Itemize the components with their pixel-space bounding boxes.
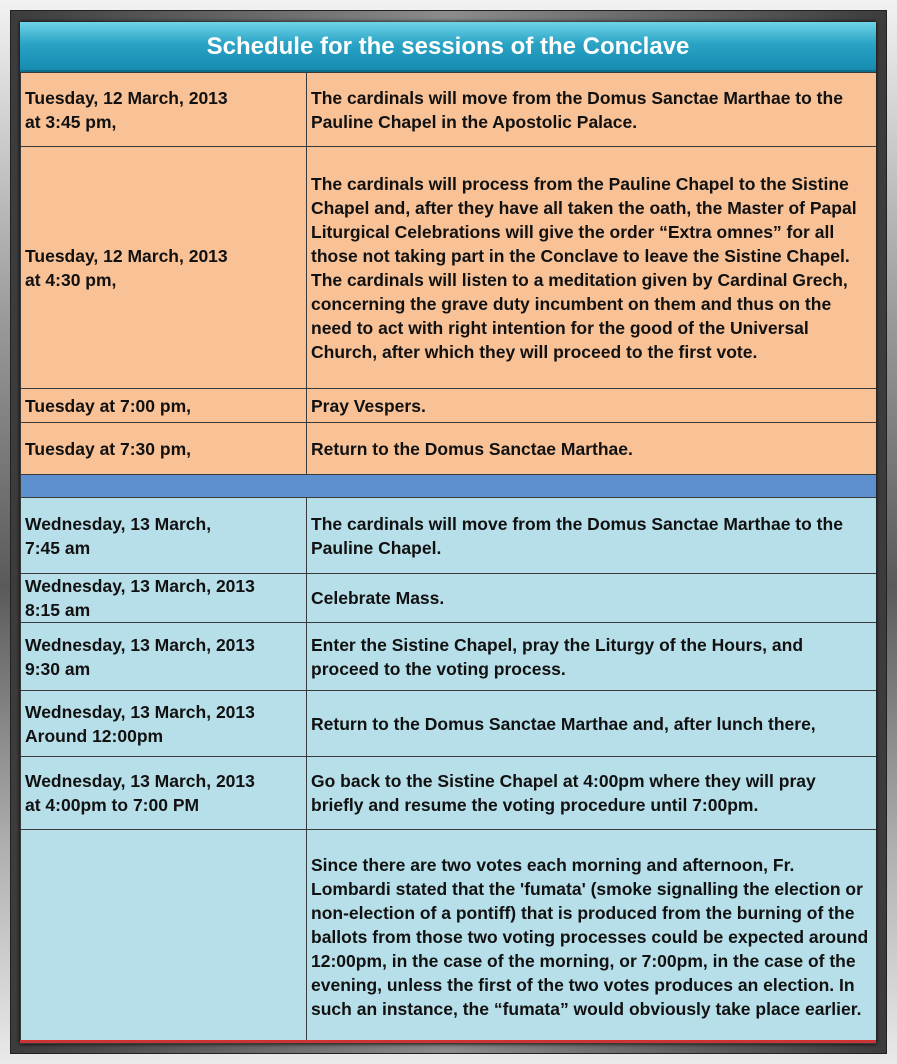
table-row [21,574,877,623]
bottom-accent-line [20,1040,876,1043]
time-cell: Tuesday at 7:00 pm, [21,389,307,423]
event-cell: The cardinals will move from the Domus Sanctae Marthae to the Pauline Chapel. [307,498,877,574]
time-cell: Tuesday, 12 March, 2013 at 3:45 pm, [21,73,307,147]
separator-cell [21,475,877,498]
event-cell: Pray Vespers. [307,389,877,423]
event-cell: Go back to the Sistine Chapel at 4:00pm where they will pray briefly and resume the voting procedure until 7:00pm. [307,757,877,830]
event-cell: The cardinals will move from the Domus Sanctae Marthae to the Pauline Chapel in the Apostolic Palace. [307,73,877,147]
time-cell: Tuesday, 12 March, 2013 at 4:30 pm, [21,147,307,389]
time-cell: Wednesday, 13 March, 2013 9:30 am [21,623,307,691]
table-row [21,830,877,1044]
table-row [21,498,877,574]
table-row [21,423,877,475]
event-cell: Return to the Domus Sanctae Marthae and, after lunch there, [307,691,877,757]
event-cell: Celebrate Mass. [307,574,877,623]
schedule-panel [20,22,876,1044]
schedule-table [20,72,876,1044]
event-cell: Enter the Sistine Chapel, pray the Liturgy of the Hours, and proceed to the voting process. [307,623,877,691]
table-row [21,73,877,147]
table-row [21,691,877,757]
event-cell: Since there are two votes each morning and afternoon, Fr. Lombardi stated that the 'fumata' (smoke signalling the election or non-election of a pontiff) that is produced from the burning of the ballots from those two voting processes could be expected around 12:00pm, in the case of the morning, or 7:00pm, in the case of the evening, unless the first of the two votes produces an election. In such an instance, the “fumata” would obviously take place earlier. [307,830,877,1044]
time-cell: Wednesday, 13 March, 2013 at 4:00pm to 7:00 PM [21,757,307,830]
time-cell: Wednesday, 13 March, 2013 8:15 am [21,574,307,623]
time-cell: Wednesday, 13 March, 2013 Around 12:00pm [21,691,307,757]
time-cell: Tuesday at 7:30 pm, [21,423,307,475]
event-cell: Return to the Domus Sanctae Marthae. [307,423,877,475]
schedule-title: Schedule for the sessions of the Conclave [20,22,876,72]
table-row [21,757,877,830]
table-row [21,389,877,423]
table-row [21,623,877,691]
event-cell: The cardinals will process from the Pauline Chapel to the Sistine Chapel and, after they have all taken the oath, the Master of Papal Liturgical Celebrations will give the order “Extra omnes” for all those not taking part in the Conclave to leave the Sistine Chapel. The cardinals will listen to a meditation given by Cardinal Grech, concerning the grave duty incumbent on them and thus on the need to act with right intention for the good of the Universal Church, after which they will proceed to the first vote. [307,147,877,389]
day-separator [21,475,877,498]
time-cell [21,830,307,1044]
table-row [21,147,877,389]
time-cell: Wednesday, 13 March, 7:45 am [21,498,307,574]
